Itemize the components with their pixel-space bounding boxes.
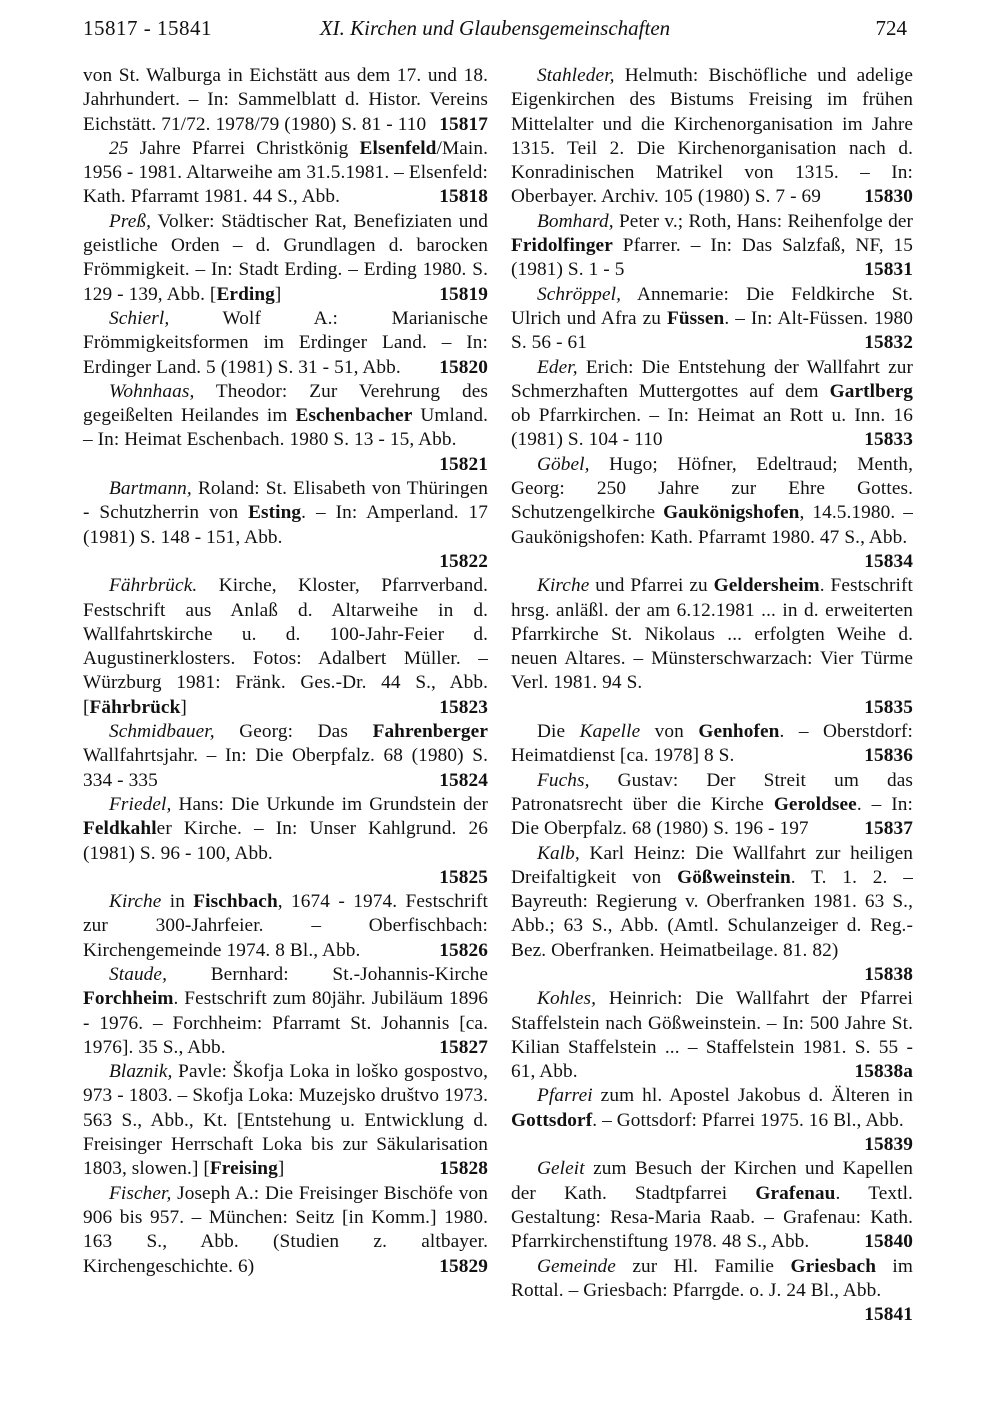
entry-author: Kalb, xyxy=(537,842,580,864)
entry-place: Feldkahl xyxy=(83,818,157,840)
entry-author: Geleit xyxy=(537,1158,585,1180)
entry-number: 15838 xyxy=(864,963,913,985)
entry-author: Staude, xyxy=(109,963,167,985)
bibliography-entry xyxy=(511,574,913,720)
bibliography-entry xyxy=(511,1157,913,1254)
entry-text: Hans: Die Urkunde im Grundstein der xyxy=(171,793,488,815)
entry-number: 15823 xyxy=(439,696,488,718)
entry-number: 15825 xyxy=(439,866,488,888)
entry-text: ] xyxy=(277,1158,285,1180)
entry-author: Schmidbauer, xyxy=(109,721,215,743)
entry-author: Bartmann, xyxy=(109,478,192,500)
entry-text: . – In: Alt-Füssen. 1980 S. 56 - 61 xyxy=(511,307,913,354)
entry-text: zum hl. Apostel Jakobus d. Älteren in xyxy=(592,1085,913,1107)
entry-number: 15841 xyxy=(864,1304,913,1326)
entry-text: Wallfahrtsjahr. – In: Die Oberpfalz. 68 (1980) S. 334 - 335 xyxy=(83,745,488,791)
entry-text: er Kirche. – In: Unser Kahlgrund. 26 (1981) S. 96 - 100, Abb. xyxy=(83,818,488,864)
bibliography-entry xyxy=(511,1255,913,1328)
bibliography-entry xyxy=(511,356,913,453)
entry-author: Pfarrei xyxy=(537,1085,593,1107)
entry-text: Die xyxy=(537,721,580,743)
entry-text: Bernhard: St.-Johannis-Kirche xyxy=(167,963,488,985)
entry-place: Erding xyxy=(216,283,275,305)
entry-place: Geroldsee xyxy=(773,793,857,815)
entry-number: 15834 xyxy=(864,550,913,572)
entry-text: . – Gottsdorf: Pfarrei 1975. 16 Bl., Abb. xyxy=(592,1109,904,1131)
entry-number: 15833 xyxy=(864,429,913,451)
entry-place: Geldersheim xyxy=(713,575,820,597)
entry-text: Wolf A.: Marianische Frömmigkeitsformen im Erdinger Land. – In: Erdinger Land. 5 (1981) S. 31 - 51, Abb. xyxy=(83,307,488,378)
entry-text: Gustav: Der Streit um das Patronatsrecht über die Kirche xyxy=(511,769,913,815)
entry-author: Gemeinde xyxy=(537,1255,616,1277)
entry-author: Eder, xyxy=(537,356,578,378)
entry-text: zum Besuch der Kirchen und Kapellen der Kath. Stadtpfarrei xyxy=(511,1158,913,1204)
entry-number: 15830 xyxy=(864,186,913,208)
entry-place: Fährbrück xyxy=(89,696,181,718)
entry-text: Erich: Die Entstehung der Wallfahrt zur Schmerzhaften Muttergottes auf dem xyxy=(511,356,913,402)
entry-text: Hugo; Höfner, Edeltraud; Menth, Georg: 250 Jahre zur Ehre Gottes. Schutzengelkirche xyxy=(511,453,913,524)
bibliography-entry xyxy=(511,769,913,842)
entry-text: Heinrich: Die Wallfahrt der Pfarrei Staffelstein nach Gößweinstein. – In: 500 Jahre St. Kilian Staffelstein ... – Staffelstein 1981. S. 55 - 61, Abb. xyxy=(511,988,913,1083)
entry-number: 15839 xyxy=(864,1134,913,1156)
entry-text: Annemarie: Die Feldkirche St. Ulrich und Afra zu xyxy=(511,283,913,329)
entry-number: 15820 xyxy=(439,356,488,378)
entry-text: ob Pfarrkirchen. – In: Heimat an Rott u. Inn. 16 (1981) S. 104 - 110 xyxy=(511,405,913,451)
bibliography-entry xyxy=(83,720,488,793)
page-number: 724 xyxy=(875,16,907,40)
entry-text: Kirche, Kloster, Pfarrverband. Festschrift aus Anlaß d. Altarweihe in d. Wallfahrtskirche u. d. 100-Jahr-Feier d. Augustinerklosters. Fotos: Adalbert Müller. – Würzburg 1981: Fränk. Ges.-Dr. 44 S., Abb. [ xyxy=(83,575,488,718)
entry-text: , 1674 - 1974. Festschrift zur 300-Jahrfeier. – Oberfischbach: Kirchengemeinde 1974. 8 Bl., Abb. xyxy=(83,891,488,961)
bibliography-entry xyxy=(83,64,488,137)
page-header xyxy=(83,16,907,52)
entry-text: . – Oberstdorf: Heimatdienst [ca. 1978] 8 S. xyxy=(511,721,914,767)
entry-number: 15819 xyxy=(439,283,488,305)
entry-text: von xyxy=(640,721,699,743)
bibliography-entry xyxy=(83,793,488,890)
entry-place: Fridolfinger xyxy=(511,235,613,257)
entry-number: 15822 xyxy=(439,550,488,572)
entry-text: Peter v.; Roth, Hans: Reihenfolge der xyxy=(613,210,913,232)
entry-keyword: Kapelle xyxy=(579,721,641,743)
entry-number: 15821 xyxy=(439,453,488,475)
left-column xyxy=(83,64,488,1279)
entry-text: zur Hl. Familie xyxy=(615,1255,791,1277)
entry-place: Grafenau xyxy=(755,1182,836,1204)
entry-text: Helmuth: Bischöfliche und adelige Eigenkirchen des Bistums Freising im frühen Mittelalter und die Kirchenorganisation im Jahre 1315. Teil 2. Die Kirchenorganisation nach d. Konradinischen Matrikel von 1315. – In: Oberbayer. Archiv. 105 (1980) S. 7 - 69 xyxy=(511,65,913,208)
entry-place: Fischbach xyxy=(193,891,278,913)
entry-text: Volker: Städtischer Rat, Benefiziaten und geistliche Orden – d. Grundlagen d. barocken Frömmigkeit. – In: Stadt Erding. – Erding 1980. S. 129 - 139, Abb. [ xyxy=(83,210,488,305)
chapter-title: XI. Kirchen und Glaubensgemeinschaften xyxy=(319,16,671,40)
entry-place: Esting xyxy=(248,502,302,524)
entry-place: Füssen xyxy=(666,307,725,329)
entry-text: . T. 1. 2. – Bayreuth: Regierung v. Oberfranken 1981. 63 S., Abb.; 63 S., Abb. (Amtl. Schulanzeiger d. Reg.-Bez. Oberfranken. Heimatbeilage. 81. 82) xyxy=(511,866,913,961)
bibliography-entry xyxy=(511,210,913,283)
entry-number: 15818 xyxy=(439,186,488,208)
entry-text: /Main. 1956 - 1981. Altarweihe am 31.5.1981. – Elsenfeld: Kath. Pfarramt 1981. 44 S., Abb. xyxy=(83,137,489,208)
entry-author: Fuchs, xyxy=(537,769,590,791)
bibliography-entry xyxy=(83,963,488,1060)
entry-place: Genhofen xyxy=(698,721,780,743)
entry-author: Preß, xyxy=(109,210,152,232)
bibliography-entry xyxy=(83,210,488,307)
entry-number: 15831 xyxy=(864,259,913,281)
entry-text: von St. Walburga in Eichstätt aus dem 17. und 18. Jahrhundert. – In: Sammelblatt d. Histor. Vereins Eichstätt. 71/72. 1978/79 (1980) S. 81 - 110 xyxy=(83,65,488,135)
bibliography-entry xyxy=(83,1182,488,1279)
bibliography-entry xyxy=(511,842,913,988)
entry-author: Wohnhaas, xyxy=(109,380,195,402)
entry-text: Georg: Das xyxy=(214,721,373,743)
entry-text: Theodor: Zur Verehrung des gegeißelten Heilandes im xyxy=(83,380,488,427)
entry-range: 15817 - 15841 xyxy=(83,16,212,40)
entry-number: 15817 xyxy=(439,113,488,135)
entry-text: . Textl. Gestaltung: Resa-Maria Raab. – Grafenau: Kath. Pfarrkirchenstiftung 1978. 48 S., Abb. xyxy=(511,1182,913,1253)
entry-text: . – In: Die Oberpfalz. 68 (1980) S. 196 - 197 xyxy=(511,793,913,840)
entry-number: 15832 xyxy=(864,332,913,354)
entry-text: Pfarrer. – In: Das Salzfaß, NF, 15 (1981) S. 1 - 5 xyxy=(511,235,913,281)
entry-author: Fährbrück. xyxy=(109,575,198,597)
entry-place: Fahrenberger xyxy=(372,721,488,743)
entry-place: Griesbach xyxy=(790,1255,877,1277)
entry-place: Forchheim xyxy=(83,988,174,1010)
bibliography-entry xyxy=(511,453,913,574)
bibliography-entry xyxy=(83,574,488,720)
entry-text: . Festschrift zum 80jähr. Jubiläum 1896 - 1976. – Forchheim: Pfarramt St. Johannis [ca. 1976]. 35 S., Abb. xyxy=(83,988,488,1058)
entry-number: 15835 xyxy=(864,696,913,718)
bibliography-entry xyxy=(511,720,913,769)
entry-place: Gartlberg xyxy=(829,380,913,402)
entry-number: 15828 xyxy=(439,1158,488,1180)
entry-author: 25 xyxy=(109,137,129,159)
entry-text: Roland: St. Elisabeth von Thüringen - Schutzherrin von xyxy=(83,478,488,524)
entry-text: ] xyxy=(180,696,187,718)
entry-text: ] xyxy=(274,283,282,305)
entry-author: Kohles, xyxy=(537,988,597,1010)
entry-author: Kirche xyxy=(537,575,590,597)
entry-number: 15840 xyxy=(864,1231,913,1253)
entry-text: Jahre Pfarrei Christkönig xyxy=(128,137,360,159)
entry-author: Friedel, xyxy=(109,793,172,815)
bibliography-entry xyxy=(511,1084,913,1157)
entry-number: 15826 xyxy=(439,939,488,961)
entry-number: 15829 xyxy=(439,1255,488,1277)
entry-text: Pavle: Škofja Loka in loško gospostvo, 973 - 1803. – Skofja Loka: Muzejsko društvo 1973. 563 S., Abb., Kt. [Entstehung u. Entwicklung d. Freisinger Herrschaft Loka bis zur Säkularisation 1803, slowen.] [ xyxy=(83,1061,488,1180)
entry-text: im Rottal. – Griesbach: Pfarrgde. o. J. 24 Bl., Abb. xyxy=(511,1255,913,1301)
entry-text: , 14.5.1980. – Gaukönigshofen: Kath. Pfarramt 1980. 47 S., Abb. xyxy=(511,502,913,548)
entry-author: Schröppel, xyxy=(537,283,621,305)
bibliography-entry xyxy=(83,890,488,963)
entry-place: Gaukönigshofen xyxy=(663,502,800,524)
bibliography-entry xyxy=(83,137,488,210)
entry-place: Freising xyxy=(209,1158,278,1180)
entry-text: Joseph A.: Die Freisinger Bischöfe von 906 bis 957. – München: Seitz [in Komm.] 1980. 163 S., Abb. (Studien z. altbayer. Kirchengeschichte. 6) xyxy=(83,1182,488,1277)
entry-number: 15838a xyxy=(854,1061,913,1083)
entry-text: . – In: Amperland. 17 (1981) S. 148 - 151, Abb. xyxy=(83,502,488,548)
entry-author: Schierl, xyxy=(109,307,170,329)
entry-author: Stahleder, xyxy=(537,65,615,86)
entry-number: 15836 xyxy=(864,745,913,767)
bibliography-entry xyxy=(511,64,913,210)
right-column xyxy=(511,64,913,1327)
entry-text: Karl Heinz: Die Wallfahrt zur heiligen Dreifaltigkeit von xyxy=(511,842,913,888)
entry-author: Blaznik, xyxy=(109,1061,173,1083)
entry-text: und Pfarrei zu xyxy=(589,575,714,597)
entry-author: Fischer, xyxy=(109,1182,172,1204)
entry-author: Kirche xyxy=(109,891,162,913)
bibliography-entry xyxy=(83,1060,488,1181)
entry-number: 15824 xyxy=(439,769,488,791)
bibliography-entry xyxy=(511,283,913,356)
entry-number: 15827 xyxy=(439,1036,488,1058)
entry-place: Elsenfeld xyxy=(359,137,437,159)
bibliography-entry xyxy=(83,380,488,477)
entry-place: Gottsdorf xyxy=(511,1109,593,1131)
entry-author: Göbel, xyxy=(537,453,590,475)
entry-place: Eschenbacher xyxy=(295,405,413,427)
entry-text: in xyxy=(161,891,194,913)
entry-text: Umland. – In: Heimat Eschenbach. 1980 S. 13 - 15, Abb. xyxy=(83,405,488,451)
bibliography-entry xyxy=(83,307,488,380)
entry-author: Bomhard, xyxy=(537,210,614,232)
entry-text: . Festschrift hrsg. anläßl. der am 6.12.1981 ... in d. erweiterten Pfarrkirche St. Nikolaus ... erfolgten Weihe d. neuen Altares. – Münsterschwarzach: Vier Türme Verl. 1981. 94 S. xyxy=(511,575,913,694)
entry-number: 15837 xyxy=(864,818,913,840)
bibliography-entry xyxy=(83,477,488,574)
bibliography-entry xyxy=(511,987,913,1084)
entry-place: Gößweinstein xyxy=(677,866,791,888)
